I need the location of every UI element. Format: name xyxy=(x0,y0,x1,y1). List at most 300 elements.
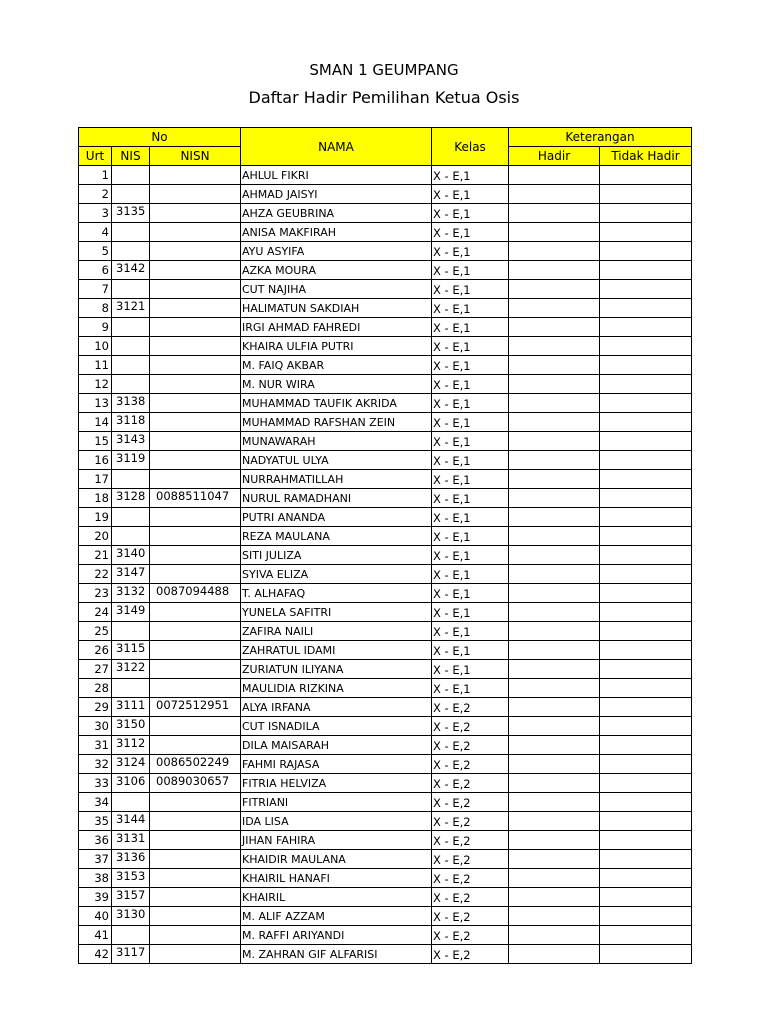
cell-kelas: X - E,1 xyxy=(432,261,509,280)
table-row xyxy=(79,204,692,223)
header-kelas: Kelas xyxy=(432,128,509,166)
cell-hadir xyxy=(509,280,600,299)
cell-urt: 15 xyxy=(79,432,112,451)
cell-tidak-hadir xyxy=(600,565,692,584)
table-row xyxy=(79,869,692,888)
table-header xyxy=(79,128,692,166)
header-nis: NIS xyxy=(112,147,150,166)
cell-tidak-hadir xyxy=(600,261,692,280)
cell-nama: ZURIATUN ILIYANA xyxy=(241,660,432,679)
cell-nis xyxy=(112,318,150,337)
cell-kelas: X - E,1 xyxy=(432,527,509,546)
cell-kelas: X - E,2 xyxy=(432,793,509,812)
header-group-no: No xyxy=(79,128,241,147)
cell-nisn xyxy=(150,204,241,223)
cell-urt: 33 xyxy=(79,774,112,793)
cell-tidak-hadir xyxy=(600,470,692,489)
cell-urt: 21 xyxy=(79,546,112,565)
table-row xyxy=(79,907,692,926)
cell-tidak-hadir xyxy=(600,204,692,223)
cell-nis: 3135 xyxy=(112,204,150,223)
cell-tidak-hadir xyxy=(600,166,692,185)
cell-kelas: X - E,1 xyxy=(432,546,509,565)
cell-kelas: X - E,1 xyxy=(432,603,509,622)
table-row xyxy=(79,850,692,869)
cell-hadir xyxy=(509,584,600,603)
cell-tidak-hadir xyxy=(600,337,692,356)
cell-nis: 3118 xyxy=(112,413,150,432)
cell-nama: MUHAMMAD TAUFIK AKRIDA xyxy=(241,394,432,413)
cell-hadir xyxy=(509,527,600,546)
cell-nis xyxy=(112,470,150,489)
cell-tidak-hadir xyxy=(600,831,692,850)
cell-nama: MUNAWARAH xyxy=(241,432,432,451)
header-group-keterangan: Keterangan xyxy=(509,128,692,147)
cell-nama: NURRAHMATILLAH xyxy=(241,470,432,489)
cell-urt: 19 xyxy=(79,508,112,527)
table-row xyxy=(79,774,692,793)
cell-kelas: X - E,2 xyxy=(432,850,509,869)
table-body xyxy=(79,166,692,964)
cell-tidak-hadir xyxy=(600,660,692,679)
cell-urt: 36 xyxy=(79,831,112,850)
cell-hadir xyxy=(509,755,600,774)
cell-hadir xyxy=(509,166,600,185)
cell-kelas: X - E,2 xyxy=(432,926,509,945)
table-row xyxy=(79,223,692,242)
cell-hadir xyxy=(509,489,600,508)
cell-hadir xyxy=(509,242,600,261)
table-row xyxy=(79,641,692,660)
cell-nis xyxy=(112,166,150,185)
table-row xyxy=(79,660,692,679)
cell-urt: 40 xyxy=(79,907,112,926)
table-row xyxy=(79,394,692,413)
cell-hadir xyxy=(509,375,600,394)
cell-nisn xyxy=(150,242,241,261)
table-row xyxy=(79,413,692,432)
cell-tidak-hadir xyxy=(600,451,692,470)
cell-nama: M. ZAHRAN GIF ALFARISI xyxy=(241,945,432,964)
cell-nis: 3111 xyxy=(112,698,150,717)
cell-kelas: X - E,2 xyxy=(432,755,509,774)
cell-kelas: X - E,2 xyxy=(432,717,509,736)
cell-tidak-hadir xyxy=(600,432,692,451)
cell-hadir xyxy=(509,603,600,622)
cell-nama: FITRIANI xyxy=(241,793,432,812)
cell-nisn: 0086502249 xyxy=(150,755,241,774)
cell-urt: 3 xyxy=(79,204,112,223)
cell-nis: 3115 xyxy=(112,641,150,660)
cell-nisn xyxy=(150,907,241,926)
cell-urt: 16 xyxy=(79,451,112,470)
cell-nis: 3142 xyxy=(112,261,150,280)
cell-tidak-hadir xyxy=(600,907,692,926)
table-row xyxy=(79,451,692,470)
cell-kelas: X - E,2 xyxy=(432,869,509,888)
cell-hadir xyxy=(509,337,600,356)
cell-urt: 34 xyxy=(79,793,112,812)
cell-kelas: X - E,1 xyxy=(432,375,509,394)
cell-nisn xyxy=(150,888,241,907)
cell-nisn xyxy=(150,261,241,280)
cell-tidak-hadir xyxy=(600,242,692,261)
cell-nama: NADYATUL ULYA xyxy=(241,451,432,470)
cell-urt: 25 xyxy=(79,622,112,641)
table-row xyxy=(79,679,692,698)
cell-urt: 7 xyxy=(79,280,112,299)
cell-hadir xyxy=(509,679,600,698)
cell-tidak-hadir xyxy=(600,926,692,945)
table-row xyxy=(79,166,692,185)
table-row xyxy=(79,717,692,736)
cell-urt: 17 xyxy=(79,470,112,489)
table-row xyxy=(79,888,692,907)
cell-urt: 29 xyxy=(79,698,112,717)
cell-nama: ZAHRATUL IDAMI xyxy=(241,641,432,660)
cell-nis xyxy=(112,679,150,698)
cell-nisn xyxy=(150,356,241,375)
table-row xyxy=(79,299,692,318)
cell-urt: 31 xyxy=(79,736,112,755)
cell-kelas: X - E,1 xyxy=(432,242,509,261)
cell-urt: 4 xyxy=(79,223,112,242)
header-tidak-hadir: Tidak Hadir xyxy=(600,147,692,166)
attendance-table xyxy=(78,127,692,964)
cell-tidak-hadir xyxy=(600,888,692,907)
cell-nama: M. FAIQ AKBAR xyxy=(241,356,432,375)
school-name: SMAN 1 GEUMPANG xyxy=(309,61,459,79)
cell-hadir xyxy=(509,185,600,204)
cell-urt: 42 xyxy=(79,945,112,964)
cell-urt: 38 xyxy=(79,869,112,888)
cell-tidak-hadir xyxy=(600,223,692,242)
cell-urt: 22 xyxy=(79,565,112,584)
cell-hadir xyxy=(509,470,600,489)
cell-kelas: X - E,1 xyxy=(432,584,509,603)
cell-nama: JIHAN FAHIRA xyxy=(241,831,432,850)
cell-tidak-hadir xyxy=(600,299,692,318)
cell-tidak-hadir xyxy=(600,755,692,774)
cell-urt: 30 xyxy=(79,717,112,736)
table-row xyxy=(79,375,692,394)
cell-kelas: X - E,1 xyxy=(432,280,509,299)
cell-hadir xyxy=(509,945,600,964)
cell-urt: 1 xyxy=(79,166,112,185)
table-row xyxy=(79,755,692,774)
table-row xyxy=(79,926,692,945)
cell-nis xyxy=(112,337,150,356)
cell-hadir xyxy=(509,318,600,337)
cell-urt: 14 xyxy=(79,413,112,432)
cell-nisn xyxy=(150,337,241,356)
table-row xyxy=(79,489,692,508)
cell-hadir xyxy=(509,926,600,945)
cell-nis: 3153 xyxy=(112,869,150,888)
cell-nisn xyxy=(150,717,241,736)
cell-kelas: X - E,1 xyxy=(432,204,509,223)
cell-kelas: X - E,2 xyxy=(432,907,509,926)
header-nama: NAMA xyxy=(241,128,432,166)
cell-nama: AHLUL FIKRI xyxy=(241,166,432,185)
cell-nisn xyxy=(150,660,241,679)
cell-nama: MUHAMMAD RAFSHAN ZEIN xyxy=(241,413,432,432)
cell-nama: AHZA GEUBRINA xyxy=(241,204,432,223)
cell-urt: 35 xyxy=(79,812,112,831)
cell-hadir xyxy=(509,394,600,413)
cell-urt: 26 xyxy=(79,641,112,660)
cell-nisn xyxy=(150,812,241,831)
cell-hadir xyxy=(509,223,600,242)
cell-nisn: 0089030657 xyxy=(150,774,241,793)
cell-tidak-hadir xyxy=(600,698,692,717)
cell-nisn: 0072512951 xyxy=(150,698,241,717)
cell-nama: T. ALHAFAQ xyxy=(241,584,432,603)
cell-nisn xyxy=(150,793,241,812)
table-row xyxy=(79,793,692,812)
cell-kelas: X - E,1 xyxy=(432,166,509,185)
table-row xyxy=(79,356,692,375)
cell-urt: 2 xyxy=(79,185,112,204)
cell-kelas: X - E,2 xyxy=(432,774,509,793)
cell-hadir xyxy=(509,451,600,470)
cell-nama: CUT ISNADILA xyxy=(241,717,432,736)
cell-kelas: X - E,1 xyxy=(432,185,509,204)
header-urt: Urt xyxy=(79,147,112,166)
cell-nama: AYU ASYIFA xyxy=(241,242,432,261)
cell-tidak-hadir xyxy=(600,280,692,299)
cell-kelas: X - E,1 xyxy=(432,565,509,584)
table-row xyxy=(79,622,692,641)
cell-hadir xyxy=(509,717,600,736)
table-row xyxy=(79,546,692,565)
cell-kelas: X - E,2 xyxy=(432,698,509,717)
cell-nisn xyxy=(150,318,241,337)
cell-nisn xyxy=(150,926,241,945)
header-nisn: NISN xyxy=(150,147,241,166)
cell-nama: CUT NAJIHA xyxy=(241,280,432,299)
cell-hadir xyxy=(509,698,600,717)
cell-tidak-hadir xyxy=(600,850,692,869)
cell-nama: M. ALIF AZZAM xyxy=(241,907,432,926)
cell-urt: 12 xyxy=(79,375,112,394)
cell-nisn xyxy=(150,869,241,888)
cell-nama: KHAIRIL xyxy=(241,888,432,907)
cell-hadir xyxy=(509,413,600,432)
cell-nisn xyxy=(150,603,241,622)
cell-tidak-hadir xyxy=(600,945,692,964)
table-row xyxy=(79,527,692,546)
cell-urt: 28 xyxy=(79,679,112,698)
cell-hadir xyxy=(509,660,600,679)
cell-urt: 23 xyxy=(79,584,112,603)
cell-nisn xyxy=(150,185,241,204)
cell-kelas: X - E,1 xyxy=(432,679,509,698)
cell-nama: ZAFIRA NAILI xyxy=(241,622,432,641)
cell-hadir xyxy=(509,565,600,584)
table-row xyxy=(79,812,692,831)
cell-kelas: X - E,1 xyxy=(432,337,509,356)
cell-nama: KHAIDIR MAULANA xyxy=(241,850,432,869)
cell-tidak-hadir xyxy=(600,717,692,736)
cell-urt: 27 xyxy=(79,660,112,679)
cell-hadir xyxy=(509,432,600,451)
cell-urt: 10 xyxy=(79,337,112,356)
cell-nis xyxy=(112,793,150,812)
table-row xyxy=(79,432,692,451)
cell-hadir xyxy=(509,831,600,850)
cell-nis: 3140 xyxy=(112,546,150,565)
cell-urt: 5 xyxy=(79,242,112,261)
cell-nis xyxy=(112,926,150,945)
cell-nis: 3132 xyxy=(112,584,150,603)
cell-nisn xyxy=(150,299,241,318)
cell-nama: M. RAFFI ARIYANDI xyxy=(241,926,432,945)
cell-nis xyxy=(112,375,150,394)
cell-hadir xyxy=(509,508,600,527)
cell-tidak-hadir xyxy=(600,812,692,831)
cell-tidak-hadir xyxy=(600,622,692,641)
cell-nis: 3106 xyxy=(112,774,150,793)
cell-nama: AZKA MOURA xyxy=(241,261,432,280)
cell-urt: 37 xyxy=(79,850,112,869)
cell-nis: 3130 xyxy=(112,907,150,926)
cell-nisn xyxy=(150,622,241,641)
table-row xyxy=(79,565,692,584)
cell-nis: 3121 xyxy=(112,299,150,318)
cell-nisn: 0088511047 xyxy=(150,489,241,508)
cell-nama: ALYA IRFANA xyxy=(241,698,432,717)
cell-kelas: X - E,1 xyxy=(432,622,509,641)
cell-kelas: X - E,1 xyxy=(432,489,509,508)
cell-nis: 3136 xyxy=(112,850,150,869)
cell-nama: ANISA MAKFIRAH xyxy=(241,223,432,242)
cell-nama: M. NUR WIRA xyxy=(241,375,432,394)
cell-kelas: X - E,1 xyxy=(432,508,509,527)
cell-tidak-hadir xyxy=(600,413,692,432)
cell-kelas: X - E,1 xyxy=(432,470,509,489)
cell-hadir xyxy=(509,261,600,280)
cell-nisn xyxy=(150,736,241,755)
cell-hadir xyxy=(509,850,600,869)
cell-nisn xyxy=(150,679,241,698)
cell-tidak-hadir xyxy=(600,793,692,812)
cell-hadir xyxy=(509,546,600,565)
cell-kelas: X - E,1 xyxy=(432,413,509,432)
cell-nis xyxy=(112,508,150,527)
cell-nisn xyxy=(150,527,241,546)
table-row xyxy=(79,261,692,280)
cell-nama: KHAIRA ULFIA PUTRI xyxy=(241,337,432,356)
cell-urt: 9 xyxy=(79,318,112,337)
cell-nama: IDA LISA xyxy=(241,812,432,831)
cell-nama: NURUL RAMADHANI xyxy=(241,489,432,508)
cell-nisn xyxy=(150,375,241,394)
table-row xyxy=(79,603,692,622)
cell-nisn xyxy=(150,166,241,185)
cell-nisn xyxy=(150,280,241,299)
cell-nis: 3122 xyxy=(112,660,150,679)
cell-hadir xyxy=(509,793,600,812)
cell-hadir xyxy=(509,204,600,223)
cell-tidak-hadir xyxy=(600,527,692,546)
table-row xyxy=(79,508,692,527)
cell-tidak-hadir xyxy=(600,375,692,394)
cell-nis: 3128 xyxy=(112,489,150,508)
cell-nis xyxy=(112,622,150,641)
table-row xyxy=(79,185,692,204)
cell-kelas: X - E,1 xyxy=(432,451,509,470)
cell-nama: HALIMATUN SAKDIAH xyxy=(241,299,432,318)
cell-kelas: X - E,2 xyxy=(432,812,509,831)
cell-nisn xyxy=(150,831,241,850)
table-row xyxy=(79,945,692,964)
cell-urt: 39 xyxy=(79,888,112,907)
cell-nisn xyxy=(150,451,241,470)
cell-nis: 3149 xyxy=(112,603,150,622)
cell-tidak-hadir xyxy=(600,679,692,698)
cell-nis: 3112 xyxy=(112,736,150,755)
cell-kelas: X - E,1 xyxy=(432,318,509,337)
cell-nis: 3138 xyxy=(112,394,150,413)
cell-nis: 3147 xyxy=(112,565,150,584)
cell-kelas: X - E,2 xyxy=(432,945,509,964)
document-title: Daftar Hadir Pemilihan Ketua Osis xyxy=(248,88,520,107)
cell-nis: 3150 xyxy=(112,717,150,736)
cell-kelas: X - E,1 xyxy=(432,356,509,375)
table-row xyxy=(79,831,692,850)
table-row xyxy=(79,698,692,717)
cell-hadir xyxy=(509,812,600,831)
cell-urt: 41 xyxy=(79,926,112,945)
cell-kelas: X - E,2 xyxy=(432,831,509,850)
cell-tidak-hadir xyxy=(600,489,692,508)
header-hadir: Hadir xyxy=(509,147,600,166)
cell-nama: AHMAD JAISYI xyxy=(241,185,432,204)
cell-urt: 11 xyxy=(79,356,112,375)
cell-kelas: X - E,1 xyxy=(432,299,509,318)
cell-nama: REZA MAULANA xyxy=(241,527,432,546)
cell-kelas: X - E,1 xyxy=(432,432,509,451)
cell-nisn xyxy=(150,394,241,413)
cell-nama: IRGI AHMAD FAHREDI xyxy=(241,318,432,337)
cell-nis xyxy=(112,185,150,204)
cell-nis: 3157 xyxy=(112,888,150,907)
table-row xyxy=(79,337,692,356)
cell-nisn: 0087094488 xyxy=(150,584,241,603)
cell-hadir xyxy=(509,907,600,926)
cell-tidak-hadir xyxy=(600,641,692,660)
cell-nis xyxy=(112,223,150,242)
cell-nis: 3117 xyxy=(112,945,150,964)
cell-urt: 18 xyxy=(79,489,112,508)
cell-nis: 3131 xyxy=(112,831,150,850)
cell-hadir xyxy=(509,622,600,641)
cell-nis: 3144 xyxy=(112,812,150,831)
cell-tidak-hadir xyxy=(600,394,692,413)
cell-kelas: X - E,2 xyxy=(432,888,509,907)
cell-urt: 13 xyxy=(79,394,112,413)
cell-nama: YUNELA SAFITRI xyxy=(241,603,432,622)
cell-hadir xyxy=(509,774,600,793)
cell-nama: FAHMI RAJASA xyxy=(241,755,432,774)
table-row xyxy=(79,736,692,755)
cell-nama: DILA MAISARAH xyxy=(241,736,432,755)
cell-nisn xyxy=(150,470,241,489)
cell-nisn xyxy=(150,223,241,242)
table-row xyxy=(79,470,692,489)
cell-nis: 3124 xyxy=(112,755,150,774)
